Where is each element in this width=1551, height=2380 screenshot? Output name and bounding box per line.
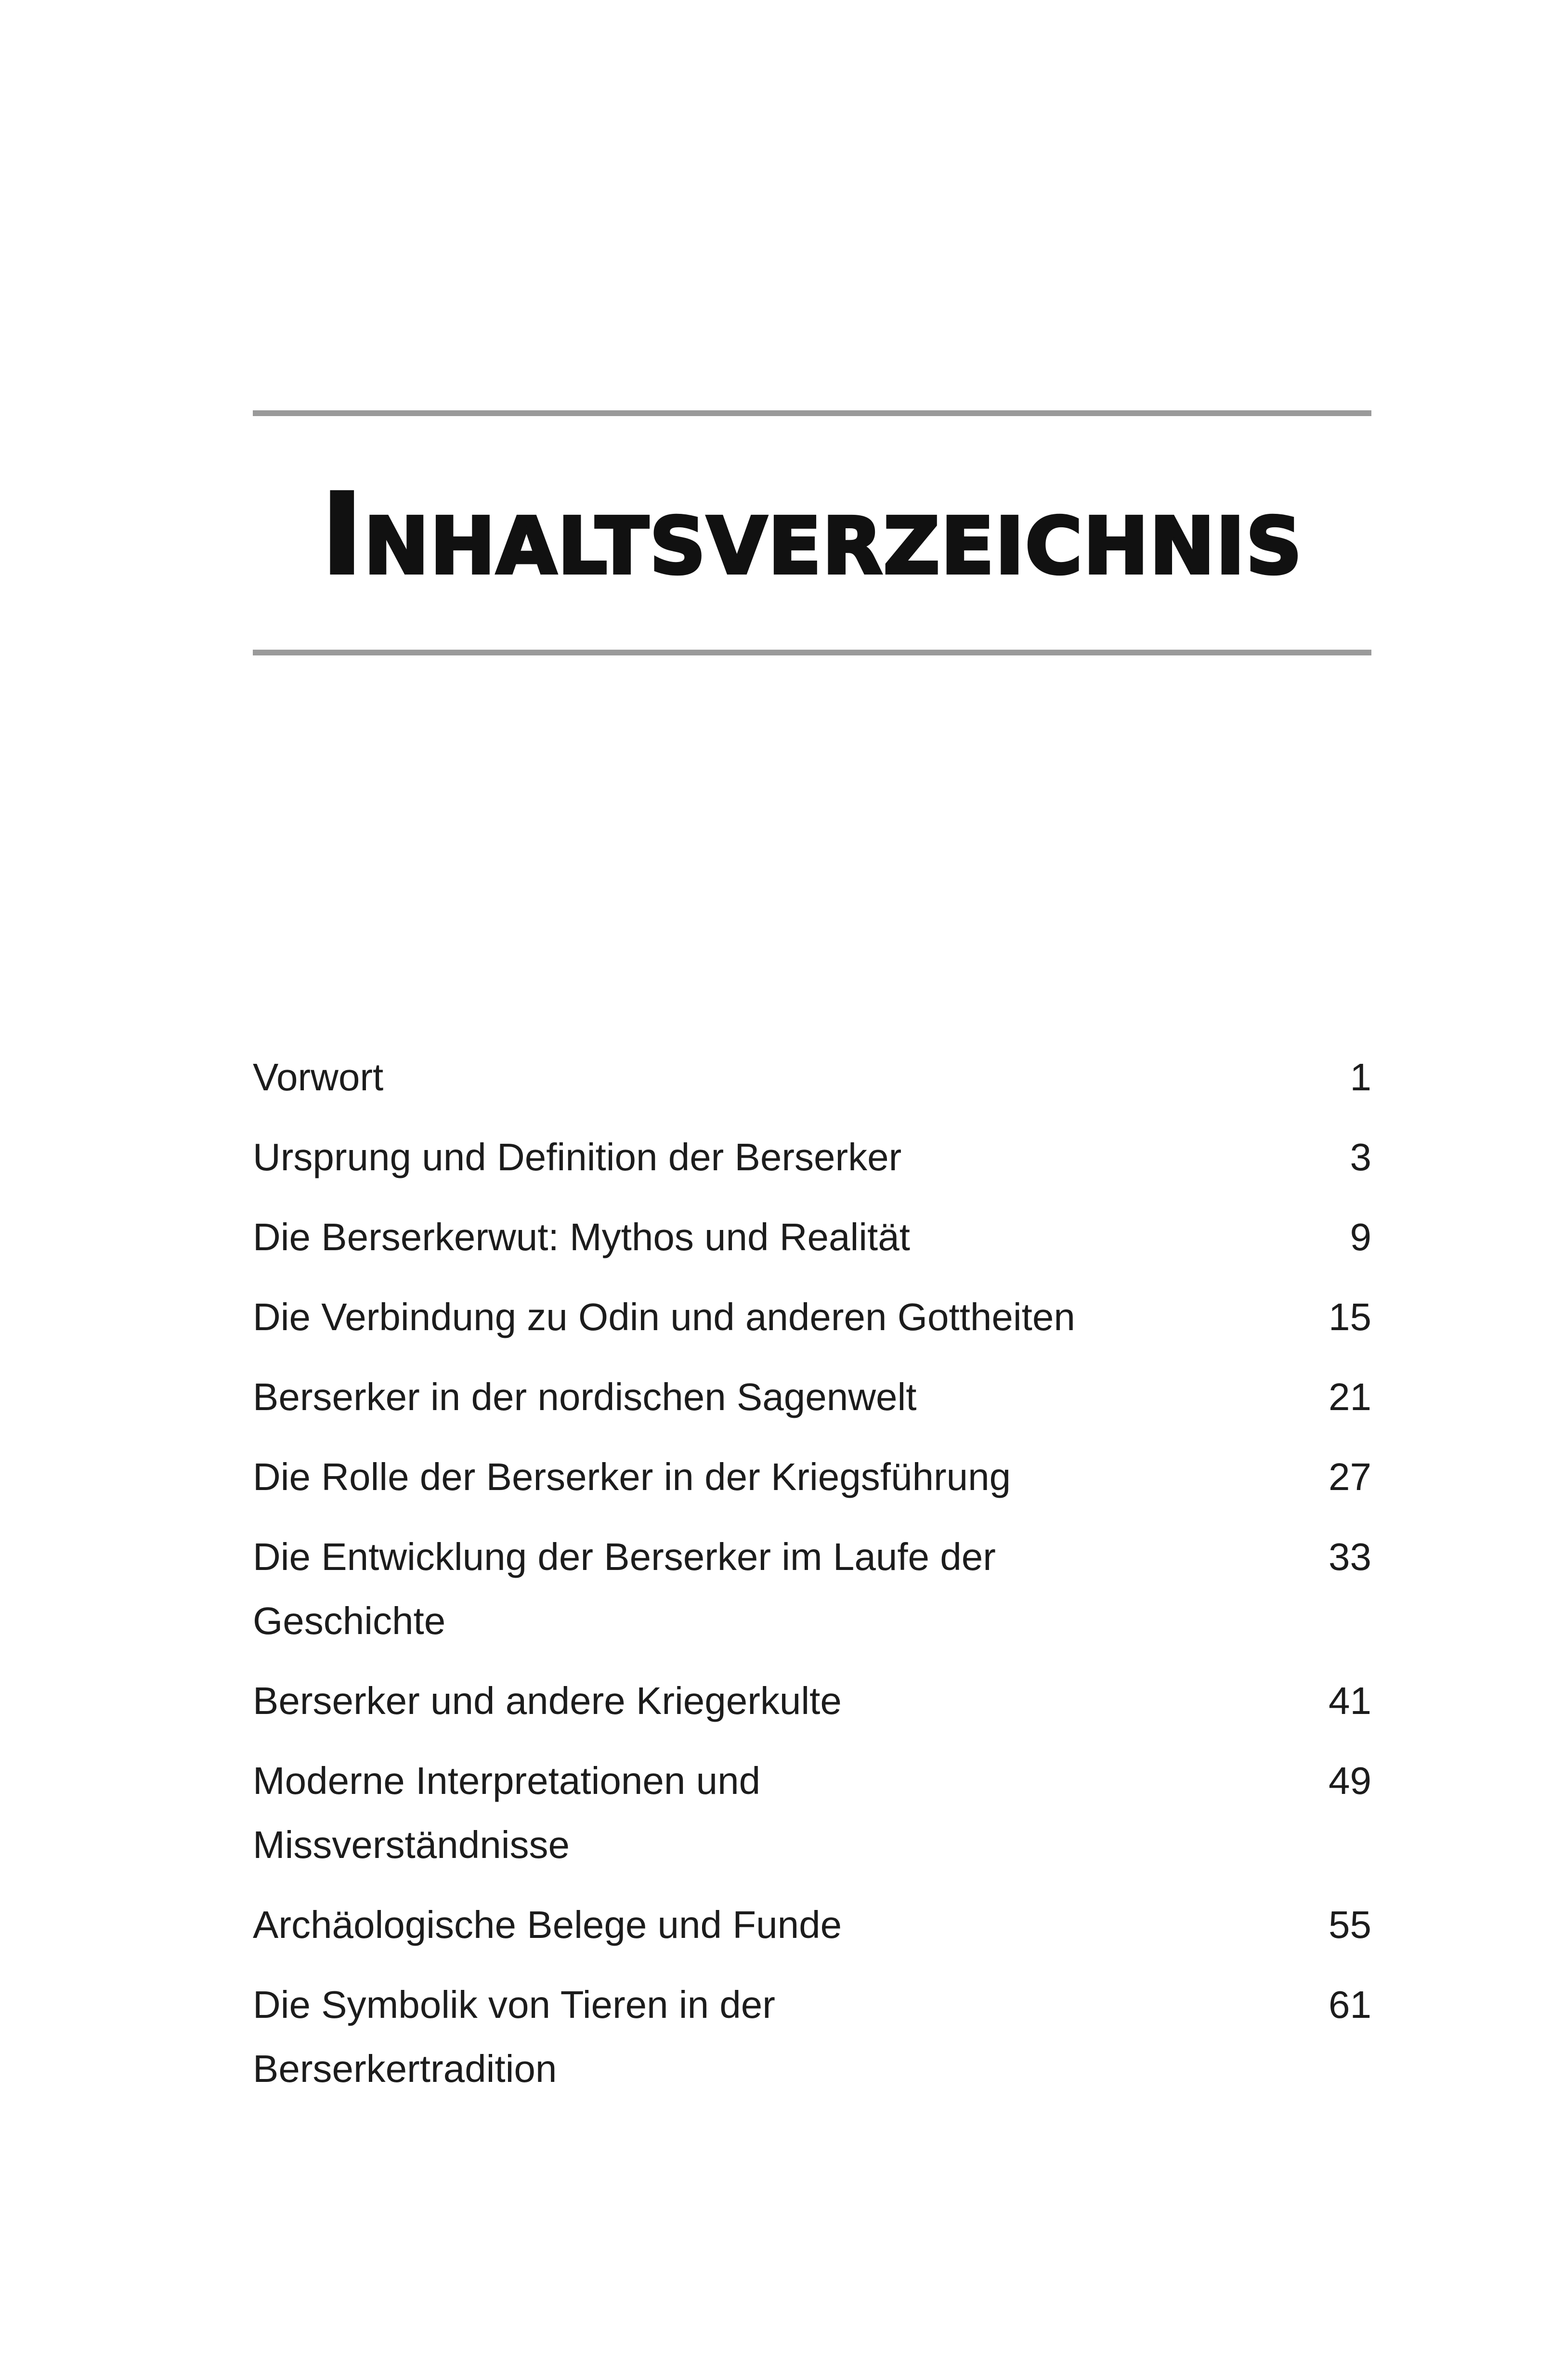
toc-entry-label: Die Symbolik von Tieren in der Berserkertradition xyxy=(253,1983,775,2090)
page-title: Inhaltsverzeichnis xyxy=(321,470,1303,600)
toc-entry-page: 3 xyxy=(1350,1136,1371,1178)
toc-entry-label: Vorwort xyxy=(253,1056,384,1098)
toc-entry-label: Berserker und andere Kriegerkulte xyxy=(253,1679,842,1722)
toc-entry-page: 55 xyxy=(1329,1903,1371,1946)
toc-entry-page: 21 xyxy=(1329,1375,1371,1418)
toc-entry-label: Moderne Interpretationen und Missverständnisse xyxy=(253,1759,761,1866)
toc-entry-ursprung[interactable] xyxy=(253,1125,1371,1189)
toc-entry-label: Die Verbindung zu Odin und anderen Gottheiten xyxy=(253,1295,1075,1338)
toc-entry-sagenwelt[interactable] xyxy=(253,1365,1371,1429)
toc-entry-page: 15 xyxy=(1329,1295,1371,1338)
title-rule-top xyxy=(253,410,1371,416)
title-rule-bottom xyxy=(253,650,1371,655)
toc-entry-archaeologie[interactable] xyxy=(253,1893,1371,1957)
toc-entry-vorwort[interactable] xyxy=(253,1045,1371,1109)
toc-entry-kriegerkulte[interactable] xyxy=(253,1669,1371,1733)
toc-entry-label: Archäologische Belege und Funde xyxy=(253,1903,842,1946)
table-of-contents xyxy=(253,1045,1371,2117)
toc-entry-page: 41 xyxy=(1329,1679,1371,1722)
toc-entry-symbolik[interactable] xyxy=(253,1973,1371,2101)
toc-entry-kriegsfuehrung[interactable] xyxy=(253,1445,1371,1509)
toc-entry-page: 33 xyxy=(1329,1535,1371,1578)
toc-entry-interpretationen[interactable] xyxy=(253,1749,1371,1877)
toc-entry-page: 61 xyxy=(1329,1983,1371,2026)
toc-entry-label: Ursprung und Definition der Berserker xyxy=(253,1136,902,1178)
toc-entry-berserkerwut[interactable] xyxy=(253,1205,1371,1269)
toc-entry-label: Berserker in der nordischen Sagenwelt xyxy=(253,1375,917,1418)
toc-entry-page: 1 xyxy=(1350,1056,1371,1098)
toc-entry-entwicklung[interactable] xyxy=(253,1525,1371,1653)
toc-entry-label: Die Rolle der Berserker in der Kriegsführung xyxy=(253,1455,1011,1498)
toc-entry-page: 27 xyxy=(1329,1455,1371,1498)
toc-entry-label: Die Berserkerwut: Mythos und Realität xyxy=(253,1216,910,1258)
toc-entry-label: Die Entwicklung der Berserker im Laufe der Geschichte xyxy=(253,1535,996,1642)
toc-entry-odin[interactable] xyxy=(253,1285,1371,1349)
toc-entry-page: 9 xyxy=(1350,1216,1371,1258)
toc-entry-page: 49 xyxy=(1329,1759,1371,1802)
